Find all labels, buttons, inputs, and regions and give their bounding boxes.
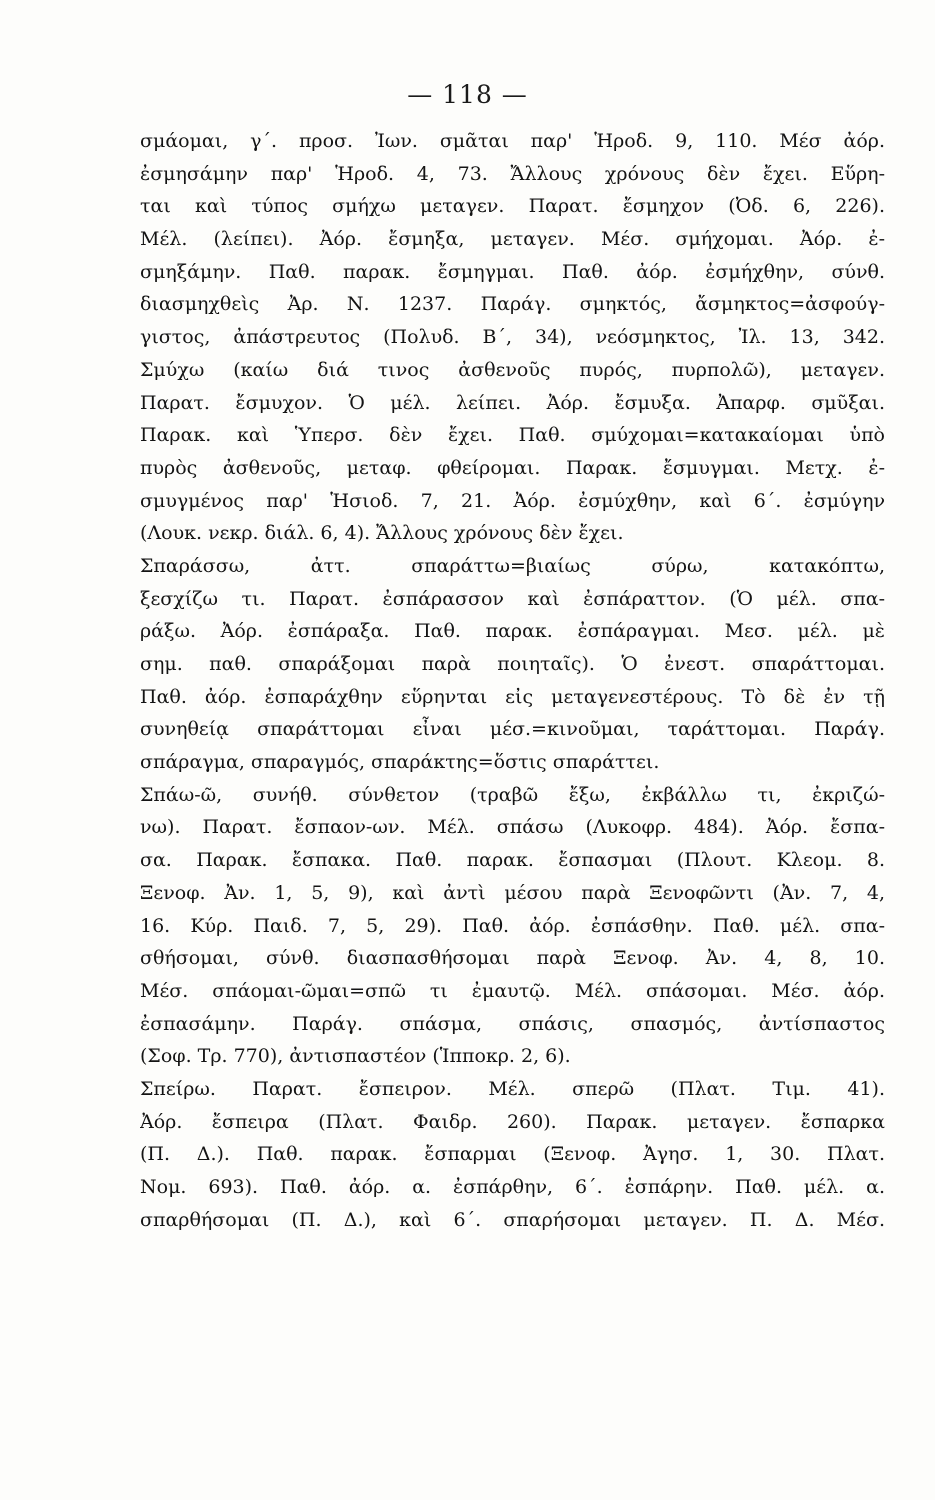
text-line: πυρὸς ἀσθενοῦς, μεταφ. φθείρομαι. Παρακ. ἔσμυγμαι. Μετχ. ἐ- [140, 456, 885, 479]
text-line: Μέλ. (λείπει). Ἀόρ. ἔσμηξα, μεταγεν. Μέσ. σμήχομαι. Ἀόρ. ἐ- [140, 228, 885, 251]
text-line: (Σοφ. Τρ. 770), ἀντισπαστέον (Ἱπποκρ. 2, 6). [140, 1045, 571, 1068]
text-line: Παρακ. καὶ Ὑπερσ. δὲν ἔχει. Παθ. σμύχομαι=κατακαίομαι ὑπὸ [140, 424, 885, 447]
text-body [140, 125, 885, 1236]
text-line: σπάραγμα, σπαραγμός, σπαράκτης=ὅστις σπαράττει. [140, 751, 660, 774]
text-line: σμάομαι, γ΄. προσ. Ἰων. σμᾶται παρ' Ἡροδ. 9, 110. Μέσ ἀόρ. [140, 130, 885, 152]
text-line: Σπαράσσω, ἀττ. σπαράττω=βιαίως σύρω, κατακόπτω, [140, 554, 885, 577]
text-line: 16. Κύρ. Παιδ. 7, 5, 29). Παθ. ἀόρ. ἐσπάσθην. Παθ. μέλ. σπα- [140, 914, 885, 937]
text-line: σπαρθήσομαι (Π. Δ.), καὶ 6΄. σπαρήσομαι μεταγεν. Π. Δ. Μέσ. [140, 1208, 885, 1231]
text-line: σμυγμένος παρ' Ἡσιοδ. 7, 21. Ἀόρ. ἐσμύχθην, καὶ 6΄. ἐσμύγην [140, 489, 885, 512]
text-line: ράξω. Ἀόρ. ἐσπάραξα. Παθ. παρακ. ἐσπάραγμαι. Μεσ. μέλ. μὲ [140, 620, 885, 643]
text-line: Σπείρω. Παρατ. ἔσπειρον. Μέλ. σπερῶ (Πλατ. Τιμ. 41). [140, 1077, 885, 1100]
text-line: σα. Παρακ. ἔσπακα. Παθ. παρακ. ἔσπασμαι (Πλουτ. Κλεομ. 8. [140, 849, 885, 872]
text-line: Νομ. 693). Παθ. ἀόρ. α. ἐσπάρθην, 6΄. ἐσπάρην. Παθ. μέλ. α. [140, 1176, 885, 1198]
page-number: — 118 — [407, 80, 528, 109]
text-line: Σμύχω (καίω διά τινος ἀσθενοῦς πυρός, πυρπολῶ), μεταγεν. [140, 358, 885, 381]
text-line: (Λουκ. νεκρ. διάλ. 6, 4). Ἄλλους χρόνους δὲν ἔχει. [140, 522, 624, 545]
text-line: Μέσ. σπάομαι-ῶμαι=σπῶ τι ἐμαυτῷ. Μέλ. σπάσομαι. Μέσ. ἀόρ. [140, 979, 885, 1002]
text-line: σμηξάμην. Παθ. παρακ. ἔσμηγμαι. Παθ. ἀόρ. ἐσμήχθην, σύνθ. [140, 260, 885, 283]
text-line: νω). Παρατ. ἔσπαον-ων. Μέλ. σπάσω (Λυκοφρ. 484). Ἀόρ. ἔσπα- [140, 816, 885, 839]
text-line: ἐσμησάμην παρ' Ἡροδ. 4, 73. Ἄλλους χρόνους δὲν ἔχει. Εὕρη- [140, 162, 885, 185]
text-line: σημ. παθ. σπαράξομαι παρὰ ποιηταῖς). Ὁ ἐνεστ. σπαράττομαι. [140, 653, 885, 675]
text-line: Ἀόρ. ἔσπειρα (Πλατ. Φαιδρ. 260). Παρακ. μεταγεν. ἔσπαρκα [140, 1110, 885, 1133]
text-line: Παρατ. ἔσμυχον. Ὁ μέλ. λείπει. Ἀόρ. ἔσμυξα. Ἀπαρφ. σμῦξαι. [140, 391, 885, 414]
text-line: διασμηχθεὶς Ἀρ. Ν. 1237. Παράγ. σμηκτός, ἄσμηκτος=ἀσφούγ- [140, 293, 885, 316]
text-line: Παθ. ἀόρ. ἐσπαράχθην εὕρηνται εἰς μεταγενεστέρους. Τὸ δὲ ἐν τῇ [140, 685, 885, 708]
text-line: ἐσπασάμην. Παράγ. σπάσμα, σπάσις, σπασμός, ἀντίσπαστος [140, 1012, 885, 1035]
text-line: Ξενοφ. Ἀν. 1, 5, 9), καὶ ἀντὶ μέσου παρὰ Ξενοφῶντι (Ἀν. 7, 4, [140, 881, 885, 904]
text-line: συνηθείᾳ σπαράττομαι εἶναι μέσ.=κινοῦμαι, ταράττομαι. Παράγ. [140, 718, 885, 741]
text-line: (Π. Δ.). Παθ. παρακ. ἔσπαρμαι (Ξενοφ. Ἀγησ. 1, 30. Πλατ. [140, 1143, 885, 1166]
text-line: ται καὶ τύπος σμήχω μεταγεν. Παρατ. ἔσμηχον (Ὀδ. 6, 226). [140, 195, 885, 218]
text-line: σθήσομαι, σύνθ. διασπασθήσομαι παρὰ Ξενοφ. Ἀν. 4, 8, 10. [140, 947, 885, 970]
text-line: Σπάω-ῶ, συνήθ. σύνθετον (τραβῶ ἔξω, ἐκβάλλω τι, ἐκριζώ- [140, 783, 885, 806]
text-line: ξεσχίζω τι. Παρατ. ἐσπάρασσον καὶ ἐσπάραττον. (Ὁ μέλ. σπα- [140, 587, 885, 610]
text-line: γιστος, ἀπάστρευτος (Πολυδ. Β΄, 34), νεόσμηκτος, Ἰλ. 13, 342. [140, 326, 885, 349]
